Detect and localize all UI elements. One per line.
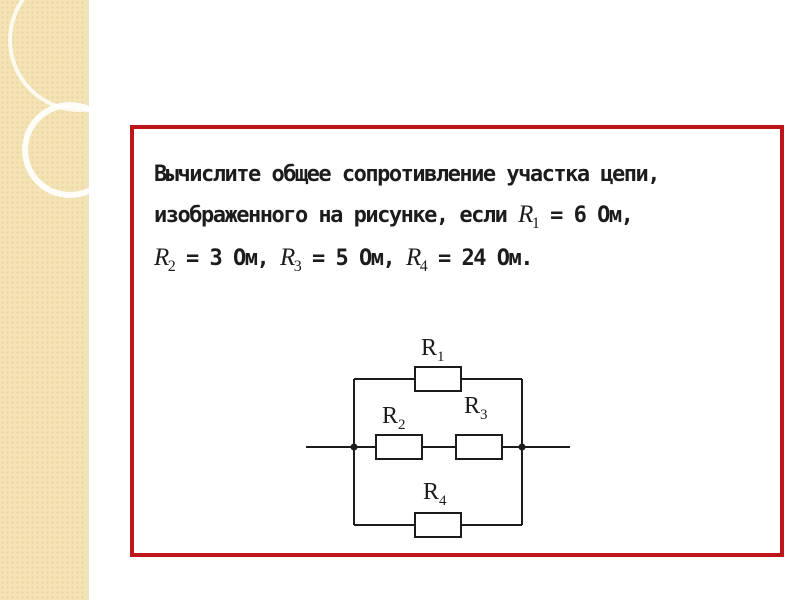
r2-subscript: 2	[167, 258, 175, 275]
r2-variable: R	[154, 244, 168, 271]
r2-label: $R_2$	[382, 403, 406, 433]
task-line-2-text: изображенного на рисунке, если	[154, 203, 507, 228]
r3-variable: R	[280, 244, 294, 271]
circuit-diagram	[134, 129, 780, 553]
r1-subscript: 1	[531, 215, 539, 232]
right-junction-dot	[519, 444, 526, 451]
r4-value: = 24 Ом.	[426, 246, 532, 271]
r4-label: $R_4$	[423, 479, 447, 509]
r3-value: = 5 Ом,	[300, 246, 406, 271]
left-junction-dot	[351, 444, 358, 451]
r3-label: $R_3$	[464, 393, 488, 423]
r4-variable: R	[406, 244, 420, 271]
r1-label: $R_1$	[421, 335, 445, 365]
decorative-circles	[0, 0, 120, 260]
r2-value: = 3 Ом,	[174, 246, 280, 271]
resistor-r4	[415, 513, 461, 537]
r3-subscript: 3	[293, 258, 301, 275]
r1-value: = 6 Ом,	[538, 203, 633, 228]
task-frame	[130, 125, 784, 557]
r4-subscript: 4	[419, 258, 427, 275]
r1-variable: R	[518, 201, 532, 228]
task-line-1: Вычислите общее сопротивление участка цепи,	[154, 162, 660, 187]
resistor-r2	[376, 435, 422, 459]
resistor-r3	[456, 435, 502, 459]
resistor-r1	[415, 367, 461, 391]
